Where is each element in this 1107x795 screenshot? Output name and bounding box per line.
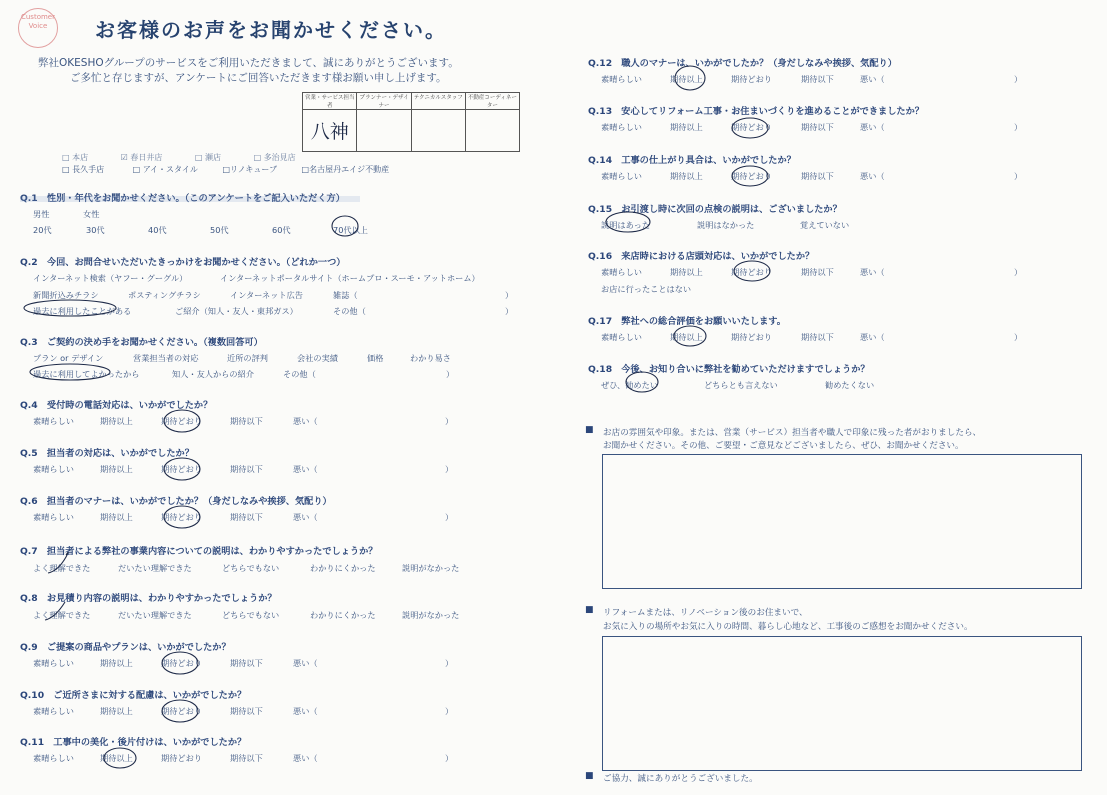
q10-option[interactable]: 素晴らしい bbox=[33, 706, 74, 716]
q17-option[interactable]: 期待以下 bbox=[801, 332, 834, 342]
q2-option[interactable]: インターネットポータルサイト（ホームプロ・スーモ・アットホーム） bbox=[220, 273, 480, 283]
comment2-textarea[interactable] bbox=[602, 636, 1082, 771]
q4-paren-close: ） bbox=[445, 416, 454, 426]
comment2-line-1: リフォームまたは、リノベーション後のお住まいで、 bbox=[603, 608, 808, 618]
store-label: アイ・スタイル bbox=[142, 165, 198, 174]
q6-option[interactable]: 期待以下 bbox=[230, 512, 263, 522]
q2-option[interactable]: インターネット検索（ヤフー・グーグル） bbox=[33, 273, 188, 283]
q17-label: Q.17 弊社への総合評価をお願いいたします。 bbox=[588, 316, 786, 327]
q15-option[interactable]: 覚えていない bbox=[800, 220, 850, 230]
q10-paren-close: ） bbox=[445, 706, 454, 716]
q4-option[interactable]: 素晴らしい bbox=[33, 416, 74, 426]
q1-option[interactable]: 男性 bbox=[33, 209, 50, 219]
q1-option[interactable]: 50代 bbox=[210, 225, 229, 235]
q5-option[interactable]: 期待以下 bbox=[230, 464, 263, 474]
q18-option[interactable]: どちらとも言えない bbox=[704, 380, 778, 390]
q2-option[interactable]: インターネット広告 bbox=[230, 290, 303, 300]
q12-option[interactable]: 悪い（ bbox=[860, 74, 885, 84]
q3-option[interactable]: わかり易さ bbox=[410, 353, 451, 363]
q5-option[interactable]: 素晴らしい bbox=[33, 464, 74, 474]
staff-table bbox=[302, 92, 520, 152]
q1-option[interactable]: 20代 bbox=[33, 225, 52, 235]
q9-label: Q.9 ご提案の商品やプランは、いかがでしたか？ bbox=[20, 642, 231, 653]
q13-option[interactable]: 悪い（ bbox=[860, 122, 885, 132]
q17-option[interactable]: 悪い（ bbox=[860, 332, 885, 342]
q10-option[interactable]: 期待以下 bbox=[230, 706, 263, 716]
store-checkbox[interactable]: □ bbox=[301, 165, 310, 174]
q18-option[interactable]: ぜひ、勧めたい bbox=[601, 380, 658, 390]
staff-name-technical[interactable] bbox=[411, 110, 465, 152]
q6-option[interactable]: 期待どおり bbox=[161, 512, 202, 522]
staff-name-sales[interactable] bbox=[303, 110, 357, 152]
q18-option[interactable]: 勧めたくない bbox=[825, 380, 875, 390]
staff-name-realestate[interactable] bbox=[465, 110, 519, 152]
q5-paren-close: ） bbox=[445, 464, 454, 474]
q7-option[interactable]: どちらでもない bbox=[222, 563, 280, 573]
comment1-line-1: お店の雰囲気や印象。または、営業（サービス）担当者や職人で印象に残った者がおりましたら、 bbox=[603, 428, 982, 438]
q4-option[interactable]: 期待どおり bbox=[161, 416, 202, 426]
q7-option[interactable]: 説明がなかった bbox=[402, 563, 460, 573]
page-title: お客様のお声をお聞かせください。 bbox=[95, 18, 447, 42]
store-label: 多治見店 bbox=[263, 153, 296, 162]
q14-option[interactable]: 期待以上 bbox=[670, 171, 703, 181]
q16-paren-close: ） bbox=[1014, 267, 1023, 277]
q5-label: Q.5 担当者の対応は、いかがでしたか？ bbox=[20, 448, 194, 459]
q3-option[interactable]: 価格 bbox=[367, 353, 384, 363]
store-label: 春日井店 bbox=[130, 153, 163, 162]
q14-option[interactable]: 素晴らしい bbox=[601, 171, 642, 181]
q17-paren-close: ） bbox=[1014, 332, 1023, 342]
q1-option[interactable]: 40代 bbox=[148, 225, 167, 235]
q3-label: Q.3 ご契約の決め手をお聞かせください。（複数回答可） bbox=[20, 337, 263, 348]
store-checkbox[interactable]: □ bbox=[194, 153, 203, 162]
q9-option[interactable]: 悪い（ bbox=[293, 658, 318, 668]
staff-header-planner: プランナー・デザイナー bbox=[357, 93, 411, 110]
q2-option[interactable]: 過去に利用したことがある bbox=[33, 306, 132, 316]
q2-option[interactable]: その他（ bbox=[333, 306, 366, 316]
q16-label: Q.16 来店時における店頭対応は、いかがでしたか？ bbox=[588, 251, 815, 262]
thanks-bullet: ■ bbox=[585, 771, 594, 781]
q3-option[interactable]: 会社の実績 bbox=[297, 353, 338, 363]
store-label: 本店 bbox=[72, 153, 89, 162]
q2-option[interactable]: ご紹介（知人・友人・東邦ガス） bbox=[175, 306, 298, 316]
q15-option[interactable]: 説明はなかった bbox=[697, 220, 755, 230]
store-label: 名古屋丹エイジ不動産 bbox=[309, 165, 390, 174]
staff-header-sales: 営業・サービス担当者 bbox=[303, 93, 357, 110]
q12-option[interactable]: 素晴らしい bbox=[601, 74, 642, 84]
store-label: 長久手店 bbox=[72, 165, 105, 174]
q8-label: Q.8 お見積り内容の説明は、わかりやすかったでしょうか？ bbox=[20, 593, 277, 604]
q14-option[interactable]: 期待以下 bbox=[801, 171, 834, 181]
q12-option[interactable]: 期待以下 bbox=[801, 74, 834, 84]
q15-option[interactable]: 説明はあった bbox=[601, 220, 651, 230]
q11-paren-close: ） bbox=[445, 753, 454, 763]
q2-option[interactable]: ポスティングチラシ bbox=[128, 290, 201, 300]
q2-paren-close: ） bbox=[505, 290, 514, 300]
staff-header-realestate: 不動産コーディネーター bbox=[465, 93, 519, 110]
q14-paren-close: ） bbox=[1014, 171, 1023, 181]
store-checkbox[interactable]: □ bbox=[222, 165, 230, 174]
q4-option[interactable]: 悪い（ bbox=[293, 416, 318, 426]
q17-option[interactable]: 期待どおり bbox=[731, 332, 772, 342]
q8-option[interactable]: 説明がなかった bbox=[402, 610, 460, 620]
q3-option[interactable]: プラン or デザイン bbox=[33, 353, 104, 363]
q11-option[interactable]: 素晴らしい bbox=[33, 753, 74, 763]
q13-option[interactable]: 期待以上 bbox=[670, 122, 703, 132]
q13-option[interactable]: 期待以下 bbox=[801, 122, 834, 132]
store-checkbox-checked[interactable]: ☑ bbox=[120, 153, 128, 162]
comment2-line-2: お気に入りの場所やお気に入りの時間、暮らし心地など、工事後のご感想をお聞かせください。 bbox=[603, 622, 973, 632]
q7-label: Q.7 担当者による弊社の事業内容についての説明は、わかりやすかったでしょうか？ bbox=[20, 546, 378, 557]
thanks-text: ご協力、誠にありがとうございました。 bbox=[603, 774, 758, 784]
q7-option[interactable]: わかりにくかった bbox=[310, 563, 376, 573]
q16-option[interactable]: 期待以下 bbox=[801, 267, 834, 277]
q17-option[interactable]: 期待以上 bbox=[670, 332, 703, 342]
q2-label: Q.2 今回、お問合せいただいたきっかけをお聞かせください。（どれか一つ） bbox=[20, 257, 346, 268]
q1-option[interactable]: 30代 bbox=[86, 225, 105, 235]
store-label: リノキューブ bbox=[230, 165, 277, 174]
q1-option[interactable]: 女性 bbox=[83, 209, 100, 219]
q9-option[interactable]: 素晴らしい bbox=[33, 658, 74, 668]
q5-option[interactable]: 期待どおり bbox=[161, 464, 202, 474]
q13-label: Q.13 安心してリフォーム工事・お住まいづくりを進めることができましたか？ bbox=[588, 106, 924, 117]
store-label: 瀬店 bbox=[205, 153, 222, 162]
q6-label: Q.6 担当者のマナーは、いかがでしたか？（身だしなみや挨拶、気配り） bbox=[20, 496, 332, 507]
q16-option[interactable]: お店に行ったことはない bbox=[601, 284, 692, 294]
q2-paren-close: ） bbox=[505, 306, 514, 316]
q10-option[interactable]: 期待どおり bbox=[161, 706, 202, 716]
q12-option[interactable]: 期待以上 bbox=[670, 74, 703, 84]
q9-paren-close: ） bbox=[445, 658, 454, 668]
q16-option[interactable]: 期待どおり bbox=[731, 267, 772, 277]
q12-label: Q.12 職人のマナーは、いかがでしたか？（身だしなみや挨拶、気配り） bbox=[588, 58, 897, 69]
q14-label: Q.14 工事の仕上がり具合は、いかがでしたか？ bbox=[588, 155, 796, 166]
q13-paren-close: ） bbox=[1014, 122, 1023, 132]
q3-option[interactable]: 過去に利用してよかったから bbox=[33, 369, 140, 379]
q9-option[interactable]: 期待以上 bbox=[100, 658, 133, 668]
store-checkbox[interactable]: □ bbox=[62, 165, 70, 174]
q14-option[interactable]: 期待どおり bbox=[731, 171, 772, 181]
q10-option[interactable]: 期待以上 bbox=[100, 706, 133, 716]
q11-option[interactable]: 期待以上 bbox=[100, 753, 133, 763]
comment1-bullet: ■ bbox=[585, 425, 594, 435]
staff-name-handwritten: 八神 bbox=[310, 121, 349, 143]
q3-option[interactable]: 近所の評判 bbox=[227, 353, 268, 363]
q18-label: Q.18 今後、お知り合いに弊社を勧めていただけますでしょうか？ bbox=[588, 364, 870, 375]
q9-option[interactable]: 期待どおり bbox=[161, 658, 202, 668]
q15-label: Q.15 お引渡し時に次回の点検の説明は、ございましたか？ bbox=[588, 204, 842, 215]
comment1-textarea[interactable] bbox=[602, 454, 1082, 589]
q11-option[interactable]: 期待どおり bbox=[161, 753, 202, 763]
store-checkbox[interactable]: □ bbox=[62, 153, 70, 162]
store-row bbox=[62, 164, 389, 175]
q7-option[interactable]: よく理解できた bbox=[33, 563, 91, 573]
q6-option[interactable]: 素晴らしい bbox=[33, 512, 74, 522]
q12-option[interactable]: 期待どおり bbox=[731, 74, 772, 84]
comment1-line-2: お聞かせください。その他、ご要望・ご意見などございましたら、ぜひ、お聞かせください。 bbox=[603, 441, 964, 451]
store-row-top bbox=[62, 152, 296, 163]
q4-label: Q.4 受付時の電話対応は、いかがでしたか？ bbox=[20, 400, 213, 411]
q14-option[interactable]: 悪い（ bbox=[860, 171, 885, 181]
staff-name-planner[interactable] bbox=[357, 110, 411, 152]
q6-option[interactable]: 悪い（ bbox=[293, 512, 318, 522]
q3-option[interactable]: その他（ bbox=[283, 369, 316, 379]
q4-option[interactable]: 期待以上 bbox=[100, 416, 133, 426]
q10-label: Q.10 ご近所さまに対する配慮は、いかがでしたか？ bbox=[20, 690, 247, 701]
q12-paren-close: ） bbox=[1014, 74, 1023, 84]
q8-option[interactable]: わかりにくかった bbox=[310, 610, 376, 620]
q3-paren-close: ） bbox=[446, 369, 455, 379]
q2-option[interactable]: 新聞折込みチラシ bbox=[33, 290, 99, 300]
q17-option[interactable]: 素晴らしい bbox=[601, 332, 642, 342]
q16-option[interactable]: 期待以上 bbox=[670, 267, 703, 277]
intro-line-2: ご多忙と存じますが、アンケートにご回答いただきます様お願い申し上げます。 bbox=[70, 72, 447, 84]
q11-option[interactable]: 悪い（ bbox=[293, 753, 318, 763]
q5-option[interactable]: 悪い（ bbox=[293, 464, 318, 474]
q4-option[interactable]: 期待以下 bbox=[230, 416, 263, 426]
intro-line-1: 弊社OKESHOグループのサービスをご利用いただきまして、誠にありがとうございます。 bbox=[38, 57, 459, 69]
q11-label: Q.11 工事中の美化・後片付けは、いかがでしたか？ bbox=[20, 737, 247, 748]
q5-option[interactable]: 期待以上 bbox=[100, 464, 133, 474]
q16-option[interactable]: 悪い（ bbox=[860, 267, 885, 277]
q1-option[interactable]: 60代 bbox=[272, 225, 291, 235]
staff-header-technical: テクニカルスタッフ bbox=[411, 93, 465, 110]
q9-option[interactable]: 期待以下 bbox=[230, 658, 263, 668]
q8-option[interactable]: よく理解できた bbox=[33, 610, 91, 620]
q7-option[interactable]: だいたい理解できた bbox=[118, 563, 192, 573]
q8-option[interactable]: だいたい理解できた bbox=[118, 610, 192, 620]
q2-option[interactable]: 雑誌（ bbox=[333, 290, 358, 300]
q11-option[interactable]: 期待以下 bbox=[230, 753, 263, 763]
q16-option[interactable]: 素晴らしい bbox=[601, 267, 642, 277]
q3-option[interactable]: 営業担当者の対応 bbox=[133, 353, 199, 363]
comment2-bullet: ■ bbox=[585, 605, 594, 615]
store-checkbox[interactable]: □ bbox=[132, 165, 141, 174]
q13-option[interactable]: 素晴らしい bbox=[601, 122, 642, 132]
store-checkbox[interactable]: □ bbox=[253, 153, 262, 162]
q6-paren-close: ） bbox=[445, 512, 454, 522]
q10-option[interactable]: 悪い（ bbox=[293, 706, 318, 716]
q1-label: Q.1 性別・年代をお聞かせください。（このアンケートをご記入いただく方） bbox=[20, 193, 345, 204]
q1-option[interactable]: 70代以上 bbox=[333, 225, 368, 235]
brand-stamp: Customer Voice bbox=[18, 8, 58, 48]
q13-option[interactable]: 期待どおり bbox=[731, 122, 772, 132]
q3-option[interactable]: 知人・友人からの紹介 bbox=[172, 369, 254, 379]
q6-option[interactable]: 期待以上 bbox=[100, 512, 133, 522]
q8-option[interactable]: どちらでもない bbox=[222, 610, 280, 620]
